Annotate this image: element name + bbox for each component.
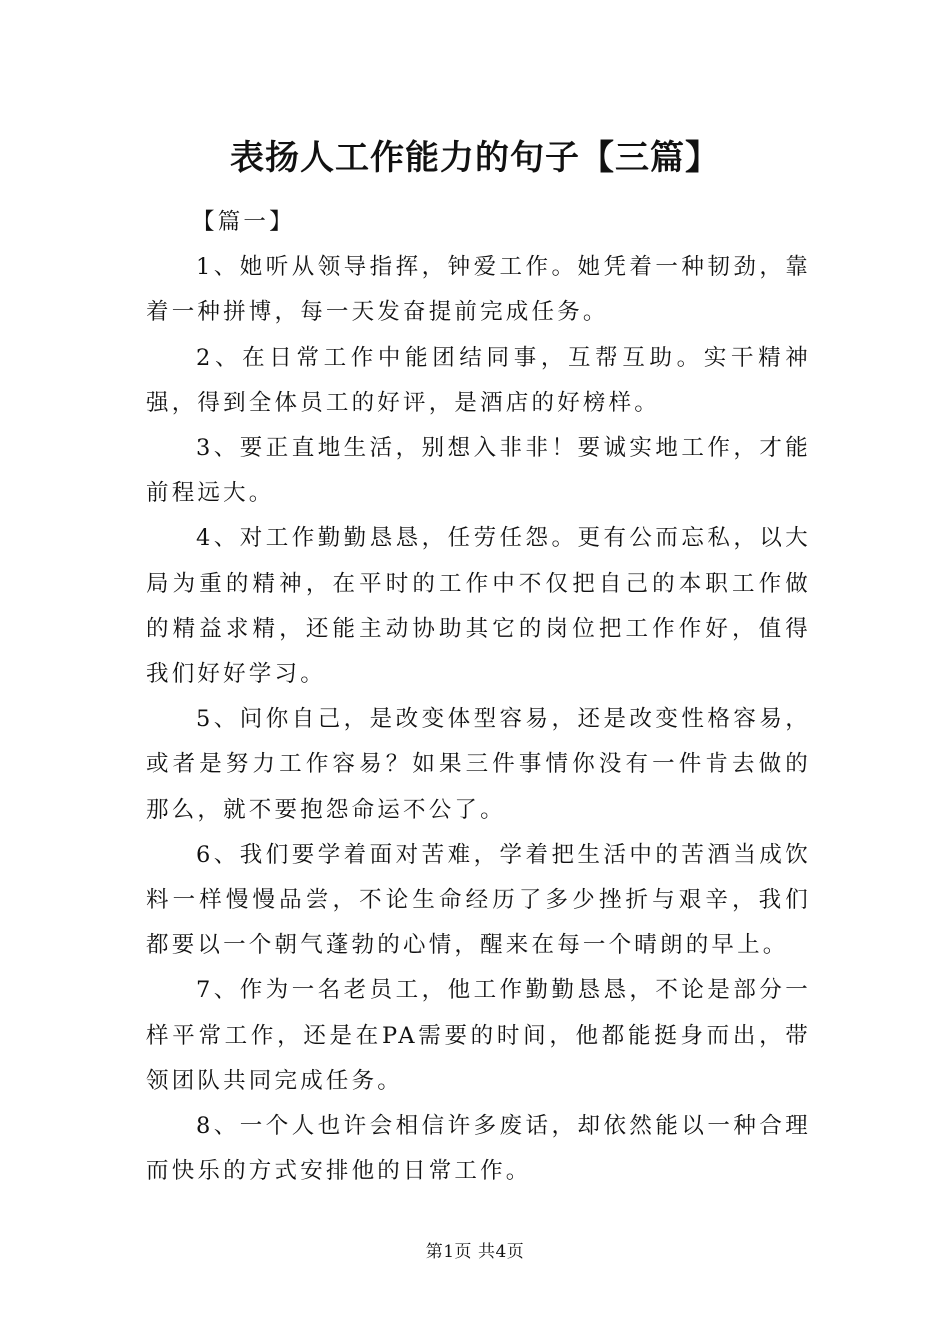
page-footer: 第1页 共4页 [425, 1242, 525, 1262]
paragraph-5: 5、问你自己，是改变体型容易，还是改变性格容易，或者是努力工作容易？如果三件事情你没有一件肯去做的那么，就不要抱怨命运不公了。 [146, 706, 811, 823]
paragraph-8: 8、一个人也许会相信许多废话，却依然能以一种合理而快乐的方式安排他的日常工作。 [146, 1113, 811, 1185]
paragraph-7: 7、作为一名老员工，他工作勤勤恳恳，不论是部分一样平常工作，还是在PA需要的时间，他都能挺身而出，带领团队共同完成任务。 [146, 977, 811, 1094]
paragraph-1: 1、她听从领导指挥，钟爱工作。她凭着一种韧劲，靠着一种拼博，每一天发奋提前完成任务。 [146, 254, 811, 326]
paragraph-2: 2、在日常工作中能团结同事，互帮互助。实干精神强，得到全体员工的好评，是酒店的好榜样。 [146, 344, 811, 416]
section-heading: 【篇一】 [192, 209, 295, 235]
document-body [146, 200, 811, 1194]
paragraph-3: 3、要正直地生活，别想入非非！要诚实地工作，才能前程远大。 [146, 435, 811, 507]
paragraph-6: 6、我们要学着面对苦难，学着把生活中的苦酒当成饮料一样慢慢品尝，不论生命经历了多少挫折与艰辛，我们都要以一个朝气蓬勃的心情，醒来在每一个晴朗的早上。 [146, 841, 811, 959]
document-title: 表扬人工作能力的句子【三篇】 [230, 138, 720, 178]
paragraph-4: 4、对工作勤勤恳恳，任劳任怨。更有公而忘私，以大局为重的精神，在平时的工作中不仅把自己的本职工作做的精益求精，还能主动协助其它的岗位把工作作好，值得我们好好学习。 [146, 525, 811, 688]
